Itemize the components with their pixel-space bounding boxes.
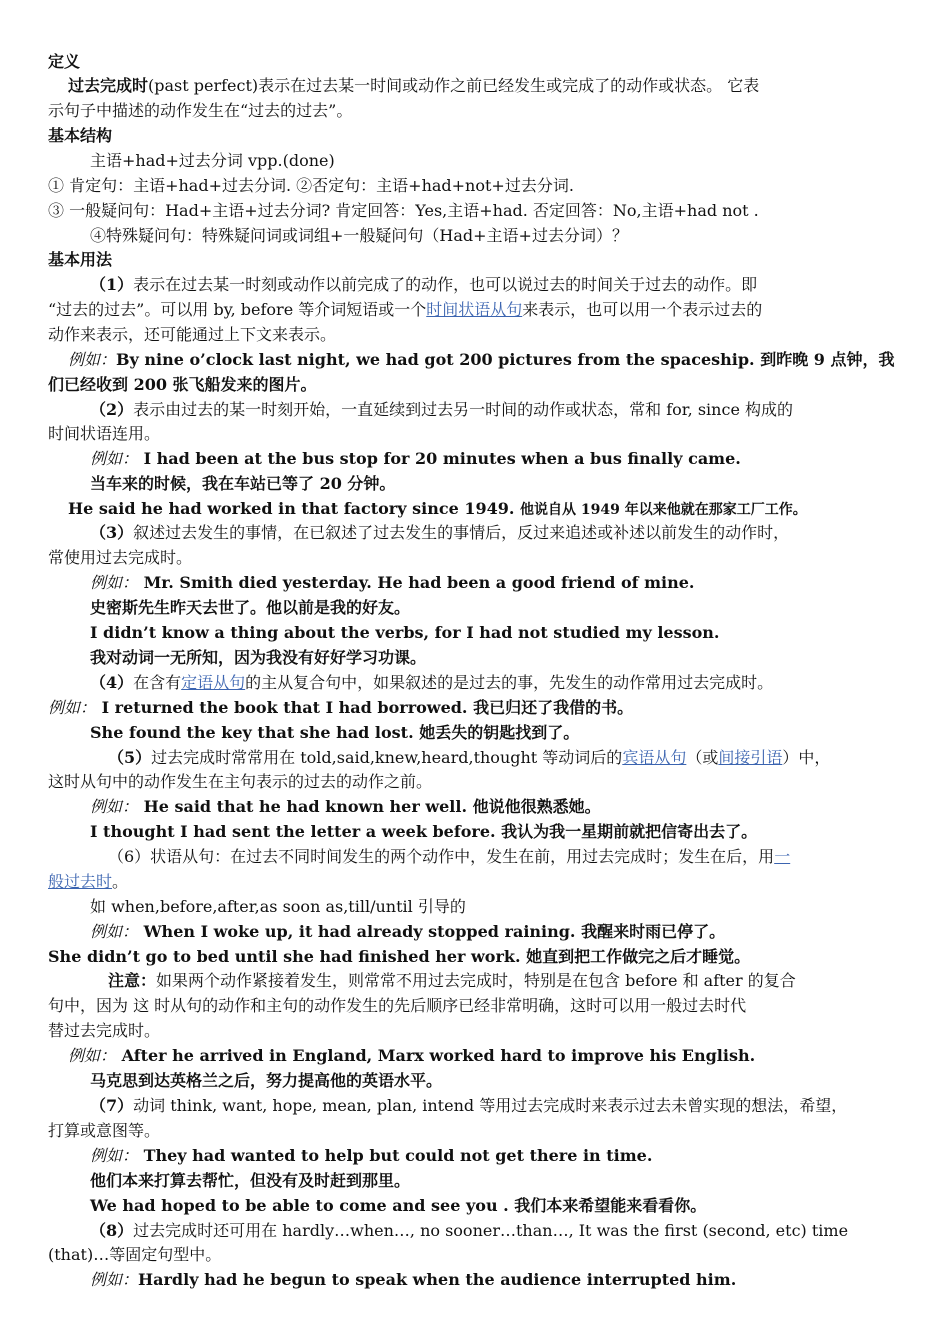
text-segment: 句中，因为 这 时从句的动作和主句的动作发生的先后顺序已经非常明确，这时可以用一般过去时代 (48, 996, 747, 1015)
text-line (90, 1094, 847, 1118)
text-line (90, 621, 719, 645)
text-line (48, 1019, 160, 1043)
hyperlink[interactable]: 时间状语从句 (426, 300, 523, 319)
text-segment: 动作来表示，还可能通过上下文来表示。 (48, 325, 337, 344)
text-line (90, 1069, 442, 1093)
text-line (90, 1144, 652, 1168)
text-segment: （8） (90, 1221, 134, 1240)
text-line (48, 945, 750, 969)
text-segment: 他们本来打算去帮忙，但没有及时赶到那里。 (90, 1171, 411, 1190)
text-segment: 这时从句中的动作发生在主句表示的过去的动作之前。 (48, 772, 433, 791)
text-segment: 例如： (90, 1146, 139, 1165)
text-segment: 示句子中描述的动作发生在“过去的过去”。 (48, 101, 353, 120)
text-segment: 例如： (90, 797, 139, 816)
text-segment: 基本结构 (48, 126, 113, 145)
text-line (90, 398, 793, 422)
text-segment: 替过去完成时。 (48, 1021, 161, 1040)
text-line (48, 696, 633, 720)
text-line (48, 1119, 160, 1143)
text-segment: （或 (686, 748, 719, 767)
text-segment: 定义 (48, 52, 81, 71)
hyperlink[interactable]: 宾语从句 (622, 748, 687, 767)
text-segment: 表示在过去某一时刻或动作以前完成了的动作，也可以说过去的时间关于过去的动作。即 (133, 275, 758, 294)
text-segment: I returned the book that I had borrowed. 我已归还了我借的书。 (96, 698, 634, 717)
text-segment: ④特殊疑问句：特殊疑问词或词组+一般疑问句（Had+主语+过去分词）？ (90, 226, 628, 245)
text-line (90, 224, 628, 248)
text-line (108, 746, 830, 770)
text-line (68, 74, 759, 98)
text-line (90, 1169, 410, 1193)
text-segment: Mr. Smith died yesterday. He had been a good friend of mine. (138, 573, 695, 592)
text-segment: 基本用法 (48, 250, 113, 269)
text-segment: (past perfect)表示在过去某一时间或动作之前已经发生或完成了的动作或状态。 它表 (148, 76, 760, 95)
text-line (90, 521, 789, 545)
text-segment: (that)…等固定句型中。 (48, 1245, 222, 1264)
text-line (90, 920, 725, 944)
text-segment: （4） (90, 673, 134, 692)
text-segment: 例如： (90, 922, 139, 941)
text-segment: 叙述过去发生的事情，在已叙述了过去发生的事情后，反过来追述或补述以前发生的动作时， (133, 523, 790, 542)
text-line (68, 348, 894, 372)
text-segment: I had been at the bus stop for 20 minutes when a bus finally came. (138, 449, 741, 468)
text-line (90, 149, 335, 173)
text-segment: She didn’t go to bed until she had finished her work. 她直到把工作做完之后才睡觉。 (48, 947, 751, 966)
text-segment: 主语+had+过去分词 vpp.(done) (90, 151, 335, 170)
text-line (90, 895, 466, 919)
text-line (48, 546, 192, 570)
text-segment: （5） (108, 748, 152, 767)
text-segment: When I woke up, it had already stopped raining. 我醒来时雨已停了。 (138, 922, 726, 941)
text-line (108, 845, 790, 869)
text-line (108, 969, 796, 993)
text-segment: 例如： (68, 1046, 117, 1065)
text-line (48, 422, 160, 446)
text-segment: By nine o’clock last night, we had got 200 pictures from the spaceship. 到昨晚 9 点钟，我 (116, 350, 895, 369)
text-segment: They had wanted to help but could not get there in time. (138, 1146, 653, 1165)
text-segment: （3） (90, 523, 134, 542)
text-segment: 过去完成时还可用在 hardly…when…, no sooner…than…, It was the first (second, etc) time (133, 1221, 849, 1240)
text-segment: 注意： (108, 971, 157, 990)
text-segment: （1） (90, 275, 134, 294)
text-segment: 例如： (48, 698, 97, 717)
text-segment: 。 (112, 872, 129, 891)
text-segment: We had hoped to be able to come and see you . 我们本来希望能来看看你。 (90, 1196, 707, 1215)
text-segment: 在含有 (133, 673, 182, 692)
hyperlink[interactable]: 般过去时 (48, 872, 113, 891)
text-segment: 表示由过去的某一时刻开始，一直延续到过去另一时间的动作或状态，常和 for, since 构成的 (133, 400, 793, 419)
text-line (48, 248, 112, 272)
text-segment: 过去完成时常常用在 told,said,knew,heard,thought 等动词后的 (151, 748, 623, 767)
text-segment: 例如： (90, 1270, 139, 1289)
text-line (90, 472, 395, 496)
text-line (90, 1194, 706, 1218)
text-segment: 如果两个动作紧接着发生，则常常不用过去完成时，特别是在包含 before 和 after 的复合 (156, 971, 796, 990)
text-line (48, 323, 336, 347)
hyperlink[interactable]: 一 (774, 847, 791, 866)
text-line (90, 820, 757, 844)
text-segment: “过去的过去”。可以用 by, before 等介词短语或一个 (48, 300, 427, 319)
text-segment: I didn’t know a thing about the verbs, for I had not studied my lesson. (90, 623, 720, 642)
text-line (48, 994, 746, 1018)
hyperlink[interactable]: 定语从句 (181, 673, 246, 692)
text-line (90, 596, 410, 620)
text-segment: After he arrived in England, Marx worked hard to improve his English. (116, 1046, 756, 1065)
text-segment: 例如： (90, 449, 139, 468)
text-line (48, 770, 432, 794)
text-segment: （2） (90, 400, 134, 419)
text-segment: 例如： (90, 573, 139, 592)
text-segment: 当车来的时候，我在车站已等了 20 分钟。 (90, 474, 396, 493)
text-segment: She found the key that she had lost. 她丢失的钥匙找到了。 (90, 723, 580, 742)
text-segment: 过去完成时 (68, 76, 149, 95)
text-segment: 的主从复合句中，如果叙述的是过去的事，先发生的动作常用过去完成时。 (245, 673, 774, 692)
hyperlink[interactable]: 间接引语 (718, 748, 783, 767)
text-segment: 打算或意图等。 (48, 1121, 161, 1140)
text-line (90, 721, 579, 745)
text-segment: 例如： (68, 350, 117, 369)
text-segment: ）中， (782, 748, 831, 767)
text-line (48, 298, 762, 322)
text-line (48, 199, 759, 223)
text-line (90, 1268, 736, 1292)
text-segment: 如 when,before,after,as soon as,till/until 引导的 (90, 897, 466, 916)
text-segment: Hardly had he begun to speak when the audience interrupted him. (138, 1270, 737, 1289)
text-segment: 史密斯先生昨天去世了。他以前是我的好友。 (90, 598, 411, 617)
text-line (48, 124, 112, 148)
text-line (90, 646, 426, 670)
text-line (48, 174, 574, 198)
text-segment: （7） (90, 1096, 134, 1115)
text-line (68, 497, 807, 521)
text-segment: 们已经收到 200 张飞船发来的图片。 (48, 375, 317, 394)
text-line (48, 50, 80, 74)
text-segment: 常使用过去完成时。 (48, 548, 193, 567)
text-line (90, 671, 773, 695)
text-segment: ① 肯定句：主语+had+过去分词. ②否定句：主语+had+not+过去分词. (48, 176, 574, 195)
text-segment: ③ 一般疑问句：Had+主语+过去分词? 肯定回答：Yes,主语+had. 否定回答：No,主语+had not . (48, 201, 759, 220)
text-segment: （6）状语从句：在过去不同时间发生的两个动作中，发生在前，用过去完成时；发生在后，用 (108, 847, 775, 866)
text-segment: He said he had worked in that factory since 1949. (68, 499, 520, 518)
text-line (90, 273, 757, 297)
text-segment: 来表示，也可以用一个表示过去的 (522, 300, 763, 319)
text-line (48, 870, 128, 894)
text-segment: I thought I had sent the letter a week before. 我认为我一星期前就把信寄出去了。 (90, 822, 758, 841)
text-line (48, 99, 352, 123)
text-line (48, 373, 317, 397)
text-line (68, 1044, 755, 1068)
text-segment: He said that he had known her well. 他说他很熟悉她。 (138, 797, 601, 816)
text-line (90, 447, 741, 471)
text-segment: 马克思到达英格兰之后，努力提高他的英语水平。 (90, 1071, 443, 1090)
text-line (90, 795, 601, 819)
text-segment: 他说自从 1949 年以来他就在那家工厂工作。 (519, 502, 807, 518)
text-segment: 动词 think, want, hope, mean, plan, intend 等用过去完成时来表示过去未曾实现的想法，希望， (133, 1096, 848, 1115)
text-line (90, 1219, 848, 1243)
text-line (48, 1243, 221, 1267)
text-segment: 时间状语连用。 (48, 424, 161, 443)
text-segment: 我对动词一无所知，因为我没有好好学习功课。 (90, 648, 427, 667)
text-line (90, 571, 694, 595)
